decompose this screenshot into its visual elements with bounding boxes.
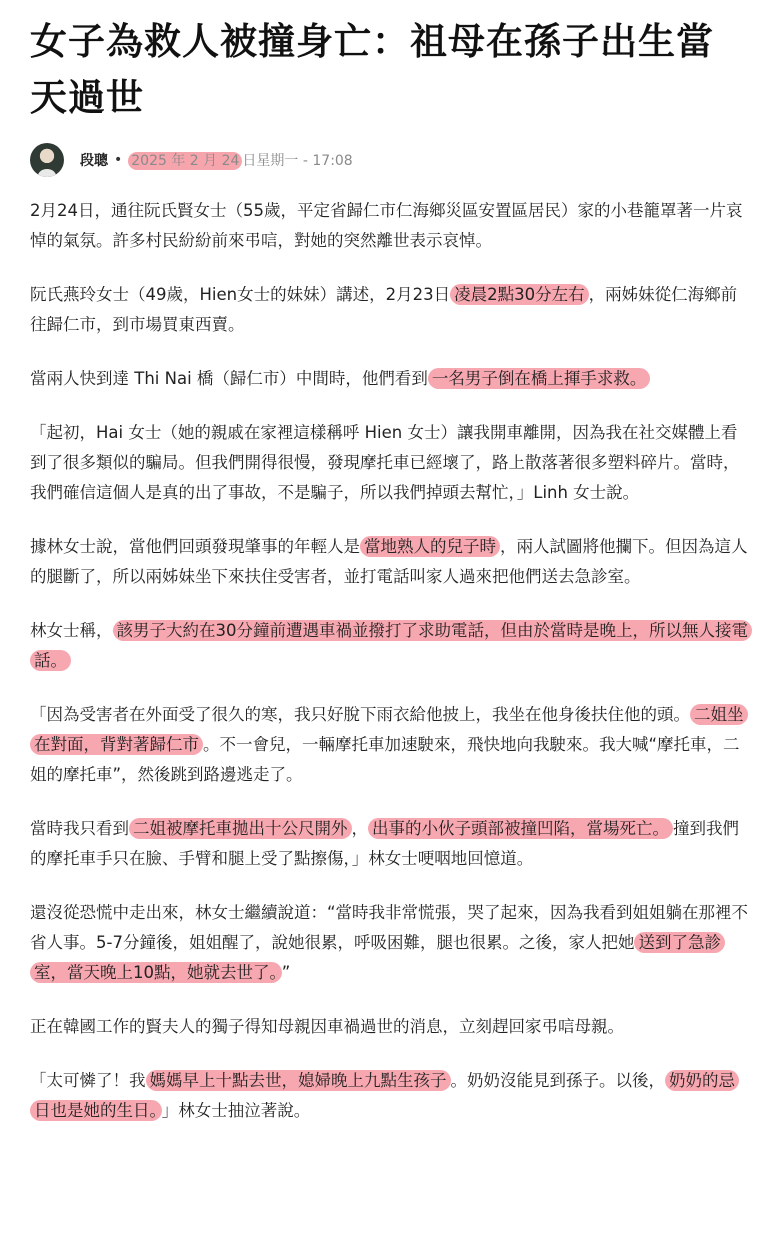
paragraph-text: 2月24日，通往阮氏賢女士（55歲，平定省歸仁市仁海鄉災區安置區居民）家的小巷籠罩著一片哀悼的氣氛。許多村民紛紛前來弔唁，對她的突然離世表示哀悼。 — [30, 201, 743, 250]
byline — [30, 140, 780, 180]
author-name[interactable]: 段聰 — [80, 153, 108, 169]
article-body — [30, 196, 750, 1126]
paragraph-text: 撞到我們的摩托車手只在臉、手臂和腿上受了點擦傷，」林女士哽咽地回憶道。 — [30, 819, 739, 868]
date-rest: 日星期一 - 17:08 — [242, 153, 353, 169]
paragraph-text: 據林女士說，當他們回頭發現肇事的年輕人是 — [30, 537, 360, 556]
article-title: 女子為救人被撞身亡：祖母在孫子出生當天過世 — [30, 20, 714, 119]
paragraph-text: ，兩人試圖將他攔下。但因為這人的腿斷了，所以兩姊妹坐下來扶住受害者，並打電話叫家人過來把他們送去急診室。 — [30, 537, 748, 586]
paragraph-text: 。不一會兒，一輛摩托車加速駛來，飛快地向我駛來。我大喊“摩托車，二姐的摩托車”，然後跳到路邊逃走了。 — [30, 735, 740, 784]
highlighted-text: 送到了急診室，當天晚上10點，她就去世了。 — [30, 932, 725, 983]
paragraph-text: 「因為受害者在外面受了很久的寒，我只好脫下雨衣給他披上，我坐在他身後扶住他的頭。 — [30, 705, 690, 724]
paragraph-text: 正在韓國工作的賢夫人的獨子得知母親因車禍過世的消息，立刻趕回家弔唁母親。 — [30, 1017, 624, 1036]
article-paragraph — [30, 196, 750, 256]
highlighted-text: 二姐坐在對面，背對著歸仁市 — [30, 704, 748, 755]
article-paragraph — [30, 280, 750, 340]
highlighted-text: 媽媽早上十點去世，媳婦晚上九點生孩子 — [146, 1070, 451, 1091]
paragraph-text: 林女士稱， — [30, 621, 113, 640]
paragraph-text: ” — [281, 963, 291, 982]
paragraph-text: 當時我只看到 — [30, 819, 129, 838]
author-avatar[interactable] — [30, 143, 64, 177]
highlighted-text: 二姐被摩托車拋出十公尺開外 — [129, 818, 352, 839]
paragraph-text: 「起初，Hai 女士（她的親戚在家裡這樣稱呼 Hien 女士）讓我開車離開，因為我在社交媒體上看到了很多類似的騙局。但我們開得很慢，發現摩托車已經壞了，路上散落著很多塑料碎片。當時，我們確信這個人是真的出了事故，不是騙子，所以我們掉頭去幫忙，」Linh 女士說。 — [30, 423, 740, 502]
paragraph-text: 「太可憐了！我 — [30, 1071, 146, 1090]
highlighted-text: 凌晨2點30分左右 — [450, 284, 589, 305]
highlighted-text: 奶奶的忌日也是她的生日。 — [30, 1070, 739, 1121]
article-paragraph — [30, 898, 750, 988]
article-paragraph — [30, 814, 750, 874]
highlighted-text: 一名男子倒在橋上揮手求救。 — [428, 368, 651, 389]
publish-date — [128, 150, 352, 170]
article-paragraph — [30, 364, 750, 394]
article-paragraph — [30, 700, 750, 790]
article-paragraph — [30, 532, 750, 592]
article-paragraph — [30, 418, 750, 508]
paragraph-text: 當兩人快到達 Thi Nai 橋（歸仁市）中間時，他們看到 — [30, 369, 428, 388]
highlighted-text: 出事的小伙子頭部被撞凹陷，當場死亡。 — [368, 818, 673, 839]
article-paragraph — [30, 616, 750, 676]
article-paragraph — [30, 1066, 750, 1126]
paragraph-text: 」林女士抽泣著說。 — [161, 1101, 311, 1120]
date-highlight: 2025 年 2 月 24 — [128, 152, 242, 170]
paragraph-text: ， — [351, 819, 368, 838]
paragraph-text: 阮氏燕玲女士（49歲，Hien女士的妹妹）講述，2月23日 — [30, 285, 451, 304]
highlighted-text: 該男子大約在30分鐘前遭遇車禍並撥打了求助電話，但由於當時是晚上，所以無人接電話。 — [30, 620, 752, 671]
highlighted-text: 當地熟人的兒子時 — [360, 536, 500, 557]
byline-separator: • — [114, 152, 123, 168]
article-paragraph — [30, 1012, 750, 1042]
paragraph-text: 。奶奶沒能見到孫子。以後， — [450, 1071, 665, 1090]
paragraph-text: ，兩姊妹從仁海鄉前往歸仁市，到市場買東西賣。 — [30, 285, 738, 334]
paragraph-text: 還沒從恐慌中走出來，林女士繼續說道：“當時我非常慌張，哭了起來，因為我看到姐姐躺在那裡不省人事。5-7分鐘後，姐姐醒了，說她很累，呼吸困難，腿也很累。之後，家人把她 — [30, 903, 749, 952]
